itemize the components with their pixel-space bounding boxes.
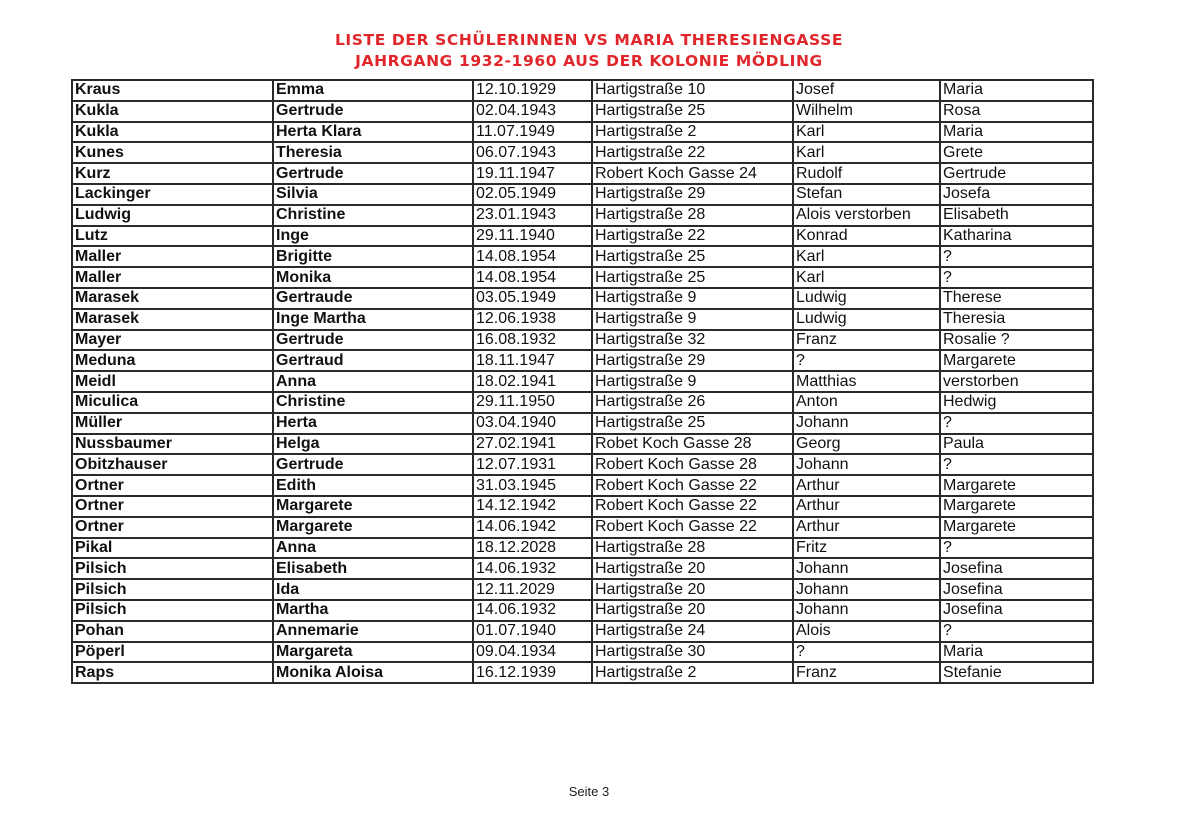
address-cell: Hartigstraße 22 [592, 226, 793, 247]
mother-cell: Katharina [940, 226, 1093, 247]
address-cell: Hartigstraße 10 [592, 80, 793, 101]
surname-cell: Maller [72, 267, 273, 288]
table-row [72, 600, 1093, 621]
first-name-cell: Gertrude [273, 163, 473, 184]
first-name-cell: Herta Klara [273, 122, 473, 143]
table-row [72, 517, 1093, 538]
first-name-cell: Elisabeth [273, 558, 473, 579]
father-cell: Stefan [793, 184, 940, 205]
address-cell: Hartigstraße 26 [592, 392, 793, 413]
surname-cell: Lutz [72, 226, 273, 247]
father-cell: Johann [793, 454, 940, 475]
birth-date-cell: 29.11.1940 [473, 226, 592, 247]
address-cell: Hartigstraße 25 [592, 101, 793, 122]
birth-date-cell: 06.07.1943 [473, 142, 592, 163]
first-name-cell: Gertrude [273, 330, 473, 351]
father-cell: Ludwig [793, 288, 940, 309]
surname-cell: Marasek [72, 309, 273, 330]
birth-date-cell: 27.02.1941 [473, 434, 592, 455]
father-cell: Arthur [793, 496, 940, 517]
surname-cell: Marasek [72, 288, 273, 309]
mother-cell: ? [940, 538, 1093, 559]
table-row [72, 80, 1093, 101]
address-cell: Hartigstraße 28 [592, 205, 793, 226]
surname-cell: Meidl [72, 371, 273, 392]
birth-date-cell: 12.10.1929 [473, 80, 592, 101]
father-cell: Karl [793, 142, 940, 163]
surname-cell: Lackinger [72, 184, 273, 205]
birth-date-cell: 16.12.1939 [473, 662, 592, 683]
father-cell: Konrad [793, 226, 940, 247]
address-cell: Hartigstraße 25 [592, 267, 793, 288]
table-row [72, 475, 1093, 496]
first-name-cell: Herta [273, 413, 473, 434]
table-row [72, 309, 1093, 330]
address-cell: Hartigstraße 9 [592, 371, 793, 392]
mother-cell: Rosalie ? [940, 330, 1093, 351]
address-cell: Hartigstraße 28 [592, 538, 793, 559]
table-row [72, 496, 1093, 517]
mother-cell: ? [940, 246, 1093, 267]
surname-cell: Pöperl [72, 642, 273, 663]
mother-cell: ? [940, 621, 1093, 642]
address-cell: Hartigstraße 9 [592, 288, 793, 309]
birth-date-cell: 14.06.1932 [473, 558, 592, 579]
table-row [72, 226, 1093, 247]
mother-cell: Josefa [940, 184, 1093, 205]
address-cell: Hartigstraße 9 [592, 309, 793, 330]
birth-date-cell: 01.07.1940 [473, 621, 592, 642]
father-cell: Arthur [793, 517, 940, 538]
table-row [72, 392, 1093, 413]
roster-body [72, 80, 1093, 683]
surname-cell: Obitzhauser [72, 454, 273, 475]
father-cell: Karl [793, 267, 940, 288]
mother-cell: Josefina [940, 558, 1093, 579]
table-row [72, 662, 1093, 683]
surname-cell: Kurz [72, 163, 273, 184]
father-cell: Karl [793, 122, 940, 143]
mother-cell: Grete [940, 142, 1093, 163]
birth-date-cell: 16.08.1932 [473, 330, 592, 351]
birth-date-cell: 19.11.1947 [473, 163, 592, 184]
first-name-cell: Ida [273, 579, 473, 600]
mother-cell: Rosa [940, 101, 1093, 122]
first-name-cell: Inge [273, 226, 473, 247]
address-cell: Hartigstraße 29 [592, 350, 793, 371]
table-row [72, 413, 1093, 434]
birth-date-cell: 18.02.1941 [473, 371, 592, 392]
address-cell: Hartigstraße 20 [592, 579, 793, 600]
surname-cell: Miculica [72, 392, 273, 413]
table-row [72, 142, 1093, 163]
surname-cell: Nussbaumer [72, 434, 273, 455]
father-cell: Wilhelm [793, 101, 940, 122]
address-cell: Hartigstraße 24 [592, 621, 793, 642]
table-row [72, 538, 1093, 559]
surname-cell: Pilsich [72, 600, 273, 621]
mother-cell: verstorben [940, 371, 1093, 392]
page-number: Seite 3 [568, 784, 610, 799]
father-cell: Rudolf [793, 163, 940, 184]
first-name-cell: Margareta [273, 642, 473, 663]
father-cell: Matthias [793, 371, 940, 392]
table-row [72, 205, 1093, 226]
mother-cell: Therese [940, 288, 1093, 309]
address-cell: Hartigstraße 25 [592, 246, 793, 267]
surname-cell: Kraus [72, 80, 273, 101]
address-cell: Robert Koch Gasse 22 [592, 517, 793, 538]
table-row [72, 454, 1093, 475]
father-cell: Alois verstorben [793, 205, 940, 226]
birth-date-cell: 29.11.1950 [473, 392, 592, 413]
mother-cell: Margarete [940, 475, 1093, 496]
address-cell: Robet Koch Gasse 28 [592, 434, 793, 455]
first-name-cell: Theresia [273, 142, 473, 163]
surname-cell: Maller [72, 246, 273, 267]
first-name-cell: Monika [273, 267, 473, 288]
first-name-cell: Christine [273, 205, 473, 226]
mother-cell: Paula [940, 434, 1093, 455]
address-cell: Hartigstraße 20 [592, 600, 793, 621]
table-row [72, 184, 1093, 205]
first-name-cell: Gertraude [273, 288, 473, 309]
table-row [72, 122, 1093, 143]
birth-date-cell: 02.04.1943 [473, 101, 592, 122]
birth-date-cell: 14.08.1954 [473, 267, 592, 288]
mother-cell: Theresia [940, 309, 1093, 330]
table-row [72, 558, 1093, 579]
father-cell: Franz [793, 330, 940, 351]
address-cell: Robert Koch Gasse 22 [592, 475, 793, 496]
address-cell: Hartigstraße 30 [592, 642, 793, 663]
mother-cell: ? [940, 267, 1093, 288]
mother-cell: Maria [940, 122, 1093, 143]
birth-date-cell: 12.07.1931 [473, 454, 592, 475]
first-name-cell: Helga [273, 434, 473, 455]
title-line-2: JAHRGANG 1932-1960 AUS DER KOLONIE MÖDLING [355, 52, 823, 70]
father-cell: Anton [793, 392, 940, 413]
title-line-1: LISTE DER SCHÜLERINNEN VS MARIA THERESIENGASSE [334, 31, 844, 49]
mother-cell: Maria [940, 80, 1093, 101]
address-cell: Hartigstraße 22 [592, 142, 793, 163]
address-cell: Robert Koch Gasse 28 [592, 454, 793, 475]
address-cell: Hartigstraße 2 [592, 122, 793, 143]
birth-date-cell: 02.05.1949 [473, 184, 592, 205]
father-cell: Georg [793, 434, 940, 455]
surname-cell: Ortner [72, 475, 273, 496]
mother-cell: Josefina [940, 579, 1093, 600]
birth-date-cell: 18.12.2028 [473, 538, 592, 559]
surname-cell: Kukla [72, 122, 273, 143]
birth-date-cell: 23.01.1943 [473, 205, 592, 226]
surname-cell: Pilsich [72, 558, 273, 579]
father-cell: Josef [793, 80, 940, 101]
surname-cell: Ortner [72, 496, 273, 517]
father-cell: Johann [793, 579, 940, 600]
table-row [72, 350, 1093, 371]
surname-cell: Raps [72, 662, 273, 683]
first-name-cell: Margarete [273, 496, 473, 517]
first-name-cell: Gertrude [273, 454, 473, 475]
first-name-cell: Annemarie [273, 621, 473, 642]
table-row [72, 434, 1093, 455]
table-row [72, 330, 1093, 351]
table-row [72, 642, 1093, 663]
mother-cell: ? [940, 454, 1093, 475]
mother-cell: Gertrude [940, 163, 1093, 184]
birth-date-cell: 14.06.1932 [473, 600, 592, 621]
birth-date-cell: 14.08.1954 [473, 246, 592, 267]
surname-cell: Mayer [72, 330, 273, 351]
student-roster-table [71, 79, 1094, 684]
father-cell: ? [793, 642, 940, 663]
address-cell: Robert Koch Gasse 24 [592, 163, 793, 184]
table-row [72, 371, 1093, 392]
mother-cell: ? [940, 413, 1093, 434]
first-name-cell: Gertraud [273, 350, 473, 371]
address-cell: Hartigstraße 32 [592, 330, 793, 351]
birth-date-cell: 03.04.1940 [473, 413, 592, 434]
mother-cell: Stefanie [940, 662, 1093, 683]
birth-date-cell: 12.11.2029 [473, 579, 592, 600]
table-row [72, 579, 1093, 600]
table-row [72, 267, 1093, 288]
birth-date-cell: 31.03.1945 [473, 475, 592, 496]
address-cell: Hartigstraße 2 [592, 662, 793, 683]
document-title [0, 30, 1178, 72]
father-cell: Johann [793, 600, 940, 621]
birth-date-cell: 14.06.1942 [473, 517, 592, 538]
first-name-cell: Edith [273, 475, 473, 496]
table-row [72, 246, 1093, 267]
surname-cell: Ludwig [72, 205, 273, 226]
father-cell: Alois [793, 621, 940, 642]
birth-date-cell: 18.11.1947 [473, 350, 592, 371]
birth-date-cell: 12.06.1938 [473, 309, 592, 330]
father-cell: Fritz [793, 538, 940, 559]
surname-cell: Müller [72, 413, 273, 434]
first-name-cell: Silvia [273, 184, 473, 205]
surname-cell: Pikal [72, 538, 273, 559]
mother-cell: Hedwig [940, 392, 1093, 413]
first-name-cell: Brigitte [273, 246, 473, 267]
father-cell: Arthur [793, 475, 940, 496]
father-cell: Ludwig [793, 309, 940, 330]
address-cell: Robert Koch Gasse 22 [592, 496, 793, 517]
birth-date-cell: 09.04.1934 [473, 642, 592, 663]
address-cell: Hartigstraße 25 [592, 413, 793, 434]
first-name-cell: Monika Aloisa [273, 662, 473, 683]
father-cell: Johann [793, 413, 940, 434]
surname-cell: Kunes [72, 142, 273, 163]
mother-cell: Josefina [940, 600, 1093, 621]
table-row [72, 621, 1093, 642]
surname-cell: Pilsich [72, 579, 273, 600]
mother-cell: Margarete [940, 496, 1093, 517]
first-name-cell: Margarete [273, 517, 473, 538]
mother-cell: Maria [940, 642, 1093, 663]
table-row [72, 101, 1093, 122]
first-name-cell: Emma [273, 80, 473, 101]
address-cell: Hartigstraße 20 [592, 558, 793, 579]
father-cell: Franz [793, 662, 940, 683]
first-name-cell: Anna [273, 538, 473, 559]
first-name-cell: Christine [273, 392, 473, 413]
mother-cell: Margarete [940, 350, 1093, 371]
address-cell: Hartigstraße 29 [592, 184, 793, 205]
father-cell: Johann [793, 558, 940, 579]
birth-date-cell: 14.12.1942 [473, 496, 592, 517]
first-name-cell: Gertrude [273, 101, 473, 122]
table-row [72, 163, 1093, 184]
surname-cell: Kukla [72, 101, 273, 122]
table-row [72, 288, 1093, 309]
mother-cell: Margarete [940, 517, 1093, 538]
first-name-cell: Martha [273, 600, 473, 621]
surname-cell: Ortner [72, 517, 273, 538]
mother-cell: Elisabeth [940, 205, 1093, 226]
first-name-cell: Inge Martha [273, 309, 473, 330]
father-cell: Karl [793, 246, 940, 267]
birth-date-cell: 03.05.1949 [473, 288, 592, 309]
surname-cell: Meduna [72, 350, 273, 371]
father-cell: ? [793, 350, 940, 371]
first-name-cell: Anna [273, 371, 473, 392]
surname-cell: Pohan [72, 621, 273, 642]
birth-date-cell: 11.07.1949 [473, 122, 592, 143]
